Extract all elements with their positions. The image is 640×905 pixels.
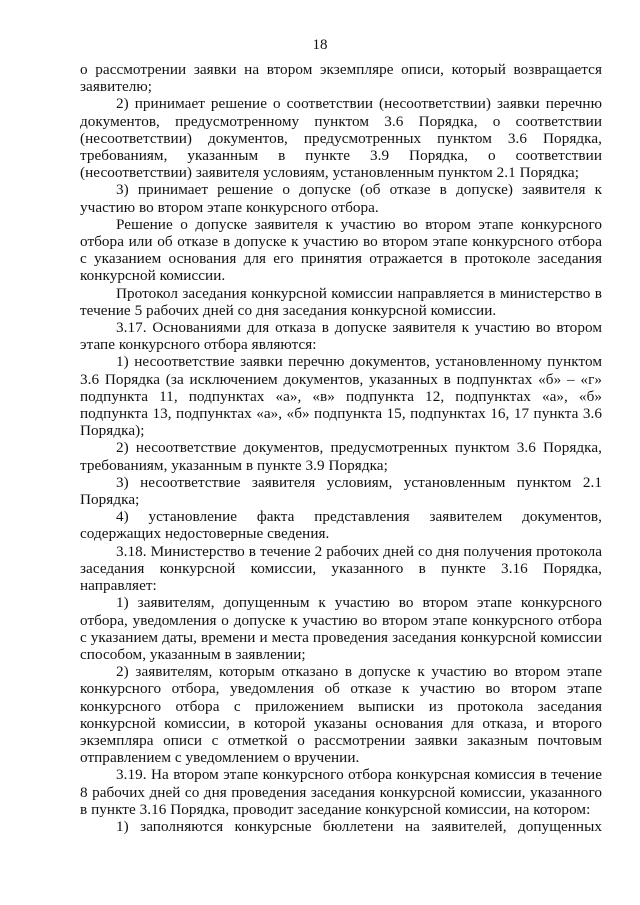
paragraph: 3.17. Основаниями для отказа в допуске заявителя к участию во втором этапе конкурсного отбора являются: (80, 319, 602, 354)
paragraph: Протокол заседания конкурсной комиссии направляется в министерство в течение 5 рабочих дней со дня заседания конкурсной комиссии. (80, 284, 602, 319)
paragraph: 3.19. На втором этапе конкурсного отбора конкурсная комиссия в течение 8 рабочих дней со дня проведения заседания конкурсной комиссии, указанного в пункте 3.16 Порядка, проводит заседание конкурсной комиссии, на котором: (80, 766, 602, 818)
paragraph: Решение о допуске заявителя к участию во втором этапе конкурсного отбора или об отказе в допуске к участию во втором этапе конкурсного отбора с указанием основания для его принятия отражается в протоколе заседания конкурсной комиссии. (80, 215, 602, 285)
page-number: 18 (312, 37, 328, 53)
paragraph: 1) заявителям, допущенным к участию во втором этапе конкурсного отбора, уведомления о допуске к участию во втором этапе конкурсного отбора с указанием даты, времени и места проведения заседания конкурсной комиссии способом, указанным в заявлении; (80, 594, 602, 663)
paragraph: 2) несоответствие документов, предусмотренных пунктом 3.6 Порядка, требованиям, указанным в пункте 3.9 Порядка; (80, 439, 602, 474)
paragraph: 3) принимает решение о допуске (об отказе в допуске) заявителя к участию во втором этапе конкурсного отбора. (80, 181, 602, 216)
paragraph: 2) принимает решение о соответствии (несоответствии) заявки перечню документов, предусмотренному пунктом 3.6 Порядка, о соответствии (несоответствии) документов, предусмотренных пунктом 3.6 Порядка, требованиям, указанным в пункте 3.9 Порядка, о соответствии (несоответствии) заявителя условиям, установленным пунктом 2.1 Порядка; (80, 95, 602, 182)
paragraph: 2) заявителям, которым отказано в допуске к участию во втором этапе конкурсного отбора, уведомления об отказе к участию во втором этапе конкурсного отбора с приложением выписки из протокола заседания конкурсной комиссии, в которой указаны основания для отказа, и второго экземпляра описи с отметкой о рассмотрении заявки заказным почтовым отправлением с уведомлением о вручении. (80, 663, 602, 767)
document-body (80, 61, 602, 835)
paragraph: 4) установление факта представления заявителем документов, содержащих недостоверные сведения. (80, 508, 602, 543)
paragraph: 3) несоответствие заявителя условиям, установленным пунктом 2.1 Порядка; (80, 473, 602, 509)
paragraph: 1) заполняются конкурсные бюллетени на заявителей, допущенных (116, 817, 602, 835)
paragraph: о рассмотрении заявки на втором экземпляре описи, который возвращается заявителю; (80, 61, 602, 96)
paragraph: 1) несоответствие заявки перечню документов, установленному пунктом 3.6 Порядка (за исключением документов, указанных в подпунктах «б» – «г» подпункта 11, подпунктах «а», «в» подпункта 12, подпунктах «а», «б» подпункта 13, подпунктах «а», «б» подпункта 15, подпунктах 16, 17 пункта 3.6 Порядка); (80, 353, 602, 440)
paragraph: 3.18. Министерство в течение 2 рабочих дней со дня получения протокола заседания конкурсной комиссии, указанного в пункте 3.16 Порядка, направляет: (80, 542, 602, 595)
